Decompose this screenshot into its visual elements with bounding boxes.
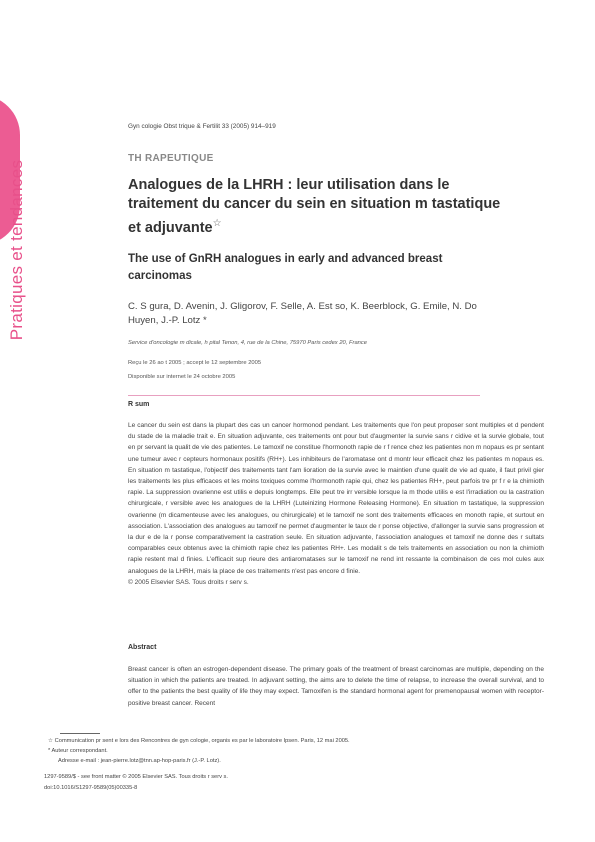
footnote-communication: ☆ Communication pr sent e lors des Rencontres de gyn cologie, organis es par le laboratoire Ipsen. Paris, 12 mai 2005. (48, 738, 350, 744)
abstract-body (128, 664, 544, 709)
footnote-divider (60, 733, 100, 734)
issn-line: 1297-9589/$ - see front matter © 2005 Elsevier SAS. Tous droits r serv s. (44, 774, 228, 780)
footnotes (48, 737, 350, 766)
footnote-email: Adresse e-mail : jean-pierre.lotz@tnn.ap-hop-paris.fr (J.-P. Lotz). (58, 757, 221, 764)
side-label: Pratiques et tendances (7, 159, 26, 341)
journal-reference: Gyn cologie Obst trique & Fertilit 33 (2005) 914–919 (128, 123, 276, 130)
resume-heading: R sum (128, 401, 150, 408)
received-date: Reçu le 26 ao t 2005 ; accept le 12 septembre 2005 (128, 360, 262, 366)
online-date: Disponible sur internet le 24 octobre 2005 (128, 374, 236, 380)
doi-line: doi:10.1016/S1297-9589(05)00335-8 (44, 785, 138, 791)
title-english: The use of GnRH analogues in early and advanced breast carcinomas (128, 253, 443, 282)
section-label: TH RAPEUTIQUE (128, 153, 214, 164)
resume-body (128, 420, 544, 588)
resume-copyright: © 2005 Elsevier SAS. Tous droits r serv s. (128, 578, 249, 586)
affiliation: Service d'oncologie m dicale, h pital Tenon, 4, rue de la Chine, 75970 Paris cedex 20, France (128, 340, 368, 346)
footnote-corresponding: * Auteur correspondant. (48, 747, 108, 754)
authors: C. S gura, D. Avenin, J. Gligorov, F. Selle, A. Est so, K. Beerblock, G. Emile, N. Do Huyen, J.-P. Lotz * (128, 301, 477, 326)
resume-text: Le cancer du sein est dans la plupart des cas un cancer hormonod pendant. Les traitements que l'on peut proposer sont multiples et d pendent du stade de la maladie trait e. En situation adjuvante, ces traitements ont pour but d'augmenter la survie sans r cidive et la survie globale, tout en pr servant la qualit de vie des patientes. Le tamoxif ne constitue l'hormonoth rapie de r f rence chez les patientes non m nopaus es pr sentant une tumeur avec r cepteurs hormonaux positifs (RH+). Les inhibiteurs de l'aromatase ont d montr leur efficacit chez les patientes m nopaus es. En situation m tastatique, l'objectif des traitements tant l'am lioration de la survie avec le maintien d'une qualit de vie ad quate, il faut privil gier les traitements les plus efficaces et les moins toxiques comme l'hormonoth rapie qui, chez les patientes RH+, peut parfois tre pr f r e la chimioth rapie. La suppression ovarienne est utilis e depuis longtemps. Elle peut tre irr versible lorsque la m thode utilis e est l'irradiation ou la castration chirurgicale, r versible avec les analogues de la LHRH (Luteinizing Hormone Releasing Hormone). En situation m tastatique, la suppression ovarienne (m dicamenteuse avec les analogues, ou chirurgicale) et le tamoxif ne sont des traitements efficaces en monoth rapie, et surtout en association. L'association des analogues au tamoxif ne permet d'augmenter le taux de r ponse objective, d'allonger la survie sans progression et la dur e de la r ponse comparativement la castration seule. En situation adjuvante, l'association analogues et tamoxif ne donne des r sultats comparables ceux obtenus avec la chimioth rapie chez les patientes RH+. Les modalit s de tels traitements en association ou non la chimioth rapie restent mal d finies. L'efficacit sup rieure des antiaromatases sur le tamoxif ne rend int ressante la combinaison de ces mol cules aux analogues de la LHRH, mais la place de ces traitements n'est pas encore d finie. (128, 422, 544, 575)
title-french-text: Analogues de la LHRH : leur utilisation dans le traitement du cancer du sein en situation m tastatique et adjuvante (128, 177, 501, 236)
star-icon: ☆ (212, 218, 222, 229)
title-french (128, 176, 508, 238)
abstract-text: Breast cancer is often an estrogen-dependent disease. The primary goals of the treatment of breast carcinomas are multiple, depending on the situation in which the patients are treated. In adjuvant setting, the aims are to delete the time of relapse, to increase the overall survival, and to offer to the patients the best quality of life they may expect. Tamoxifen is the standard hormonal agent for premenopausal women with receptor-positive breast cancer. Recent (128, 666, 544, 707)
divider (128, 395, 480, 396)
abstract-heading: Abstract (128, 644, 157, 651)
dates (128, 356, 261, 384)
copyright-block (44, 772, 228, 794)
